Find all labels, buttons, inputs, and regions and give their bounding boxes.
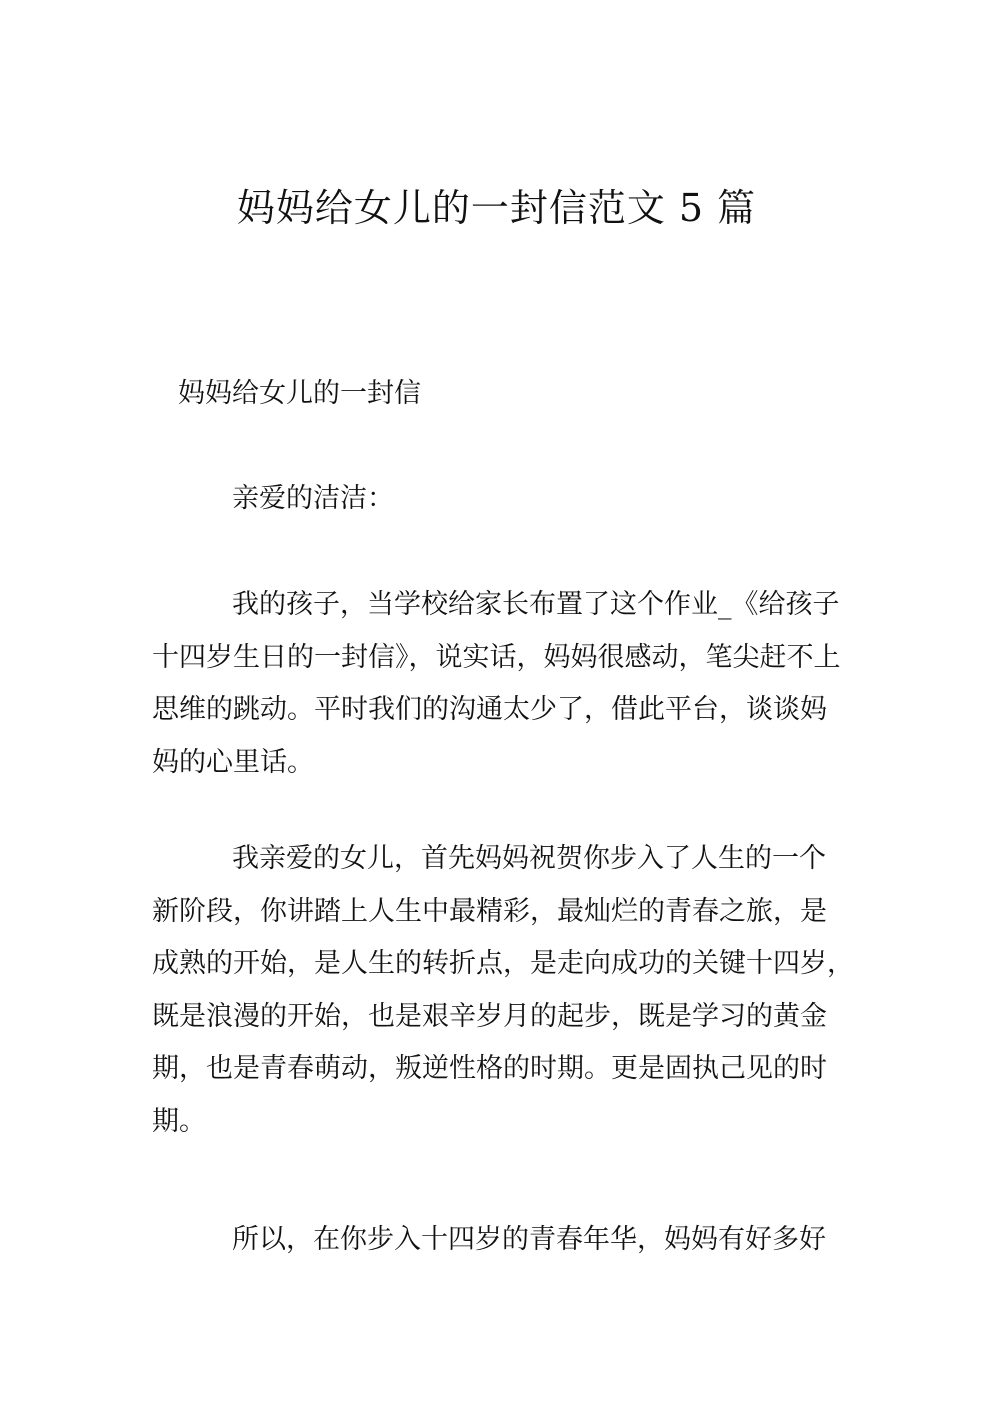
body-paragraph bbox=[152, 579, 852, 789]
paragraph-line: 十四岁生日的一封信》，说实话，妈妈很感动，笔尖赶不上 bbox=[152, 641, 841, 673]
paragraph-line: 既是浪漫的开始，也是艰辛岁月的起步，既是学习的黄金 bbox=[152, 1000, 827, 1032]
letter-salutation: 亲爱的洁洁： bbox=[232, 483, 394, 514]
paragraph-line: 成熟的开始，是人生的转折点，是走向成功的关键十四岁， bbox=[152, 948, 854, 979]
letter-heading: 妈妈给女儿的一封信 bbox=[178, 378, 421, 409]
paragraph-line: 新阶段，你讲踏上人生中最精彩，最灿烂的青春之旅，是 bbox=[152, 895, 827, 927]
paragraph-line: 我亲爱的女儿，首先妈妈祝贺你步入了人生的一个 bbox=[232, 843, 826, 874]
paragraph-line: 我的孩子，当学校给家长布置了这个作业_《给孩子 bbox=[232, 589, 840, 620]
body-paragraph bbox=[152, 1214, 852, 1267]
document-title: 妈妈给女儿的一封信范文 5 篇 bbox=[236, 186, 757, 230]
paragraph-line: 期。 bbox=[152, 1105, 206, 1137]
body-paragraph bbox=[152, 833, 852, 1148]
paragraph-line: 妈的心里话。 bbox=[152, 746, 314, 778]
paragraph-line: 思维的跳动。平时我们的沟通太少了，借此平台，谈谈妈 bbox=[152, 694, 827, 725]
paragraph-line: 所以，在你步入十四岁的青春年华，妈妈有好多好 bbox=[232, 1224, 826, 1255]
paragraph-line: 期，也是青春萌动，叛逆性格的时期。更是固执己见的时 bbox=[152, 1053, 827, 1084]
